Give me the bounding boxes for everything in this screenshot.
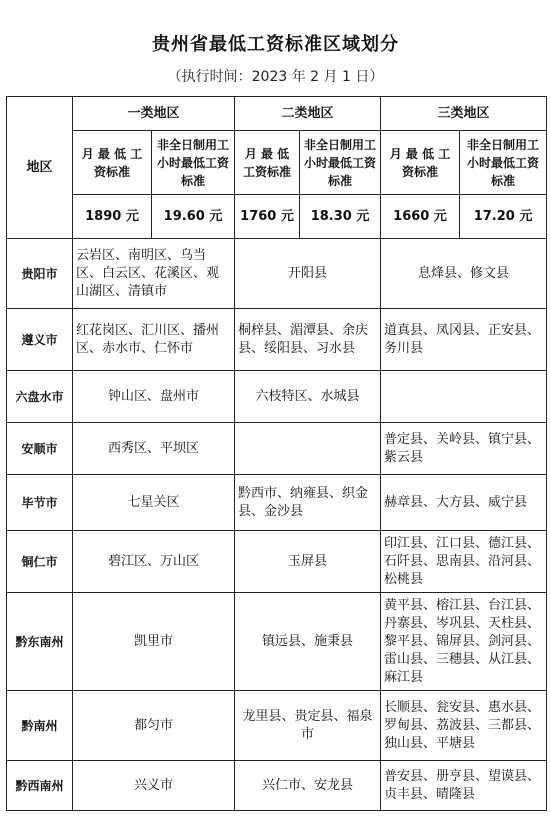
city-cell: 毕节市	[7, 475, 73, 531]
class3-monthly-label: 月 最 低 工资标准	[381, 131, 460, 195]
class1-areas: 凯里市	[73, 593, 235, 691]
class3-areas: 普安县、册亨县、望谟县、贞丰县、晴隆县	[381, 761, 547, 811]
class1-monthly-label: 月 最 低 工资标准	[73, 131, 152, 195]
class3-areas: 长顺县、瓮安县、惠水县、罗甸县、荔波县、三都县、独山县、平塘县	[381, 691, 547, 761]
class3-monthly-wage: 1660 元	[381, 195, 460, 239]
city-cell: 黔东南州	[7, 593, 73, 691]
city-cell: 贵阳市	[7, 239, 73, 309]
table-row	[7, 691, 547, 761]
class2-areas: 黔西市、纳雍县、织金县、金沙县	[235, 475, 381, 531]
class2-hourly-wage: 18.30 元	[300, 195, 381, 239]
table-row	[7, 371, 547, 423]
table-row	[7, 593, 547, 691]
region-header: 地区	[7, 97, 73, 239]
class2-areas: 兴仁市、安龙县	[235, 761, 381, 811]
table-row	[7, 761, 547, 811]
class1-monthly-wage: 1890 元	[73, 195, 152, 239]
city-cell: 遵义市	[7, 309, 73, 371]
class2-monthly-label: 月 最 低 工资标准	[235, 131, 300, 195]
class1-hourly-wage: 19.60 元	[152, 195, 235, 239]
effective-date: （执行时间：2023 年 2 月 1 日）	[167, 69, 384, 85]
class1-areas: 云岩区、南明区、乌当区、白云区、花溪区、观山湖区、清镇市	[73, 239, 235, 309]
table-row	[7, 423, 547, 475]
class3-areas: 印江县、江口县、德江县、石阡县、思南县、沿河县、松桃县	[381, 531, 547, 593]
table-row	[7, 531, 547, 593]
class1-areas: 兴义市	[73, 761, 235, 811]
class1-areas: 西秀区、平坝区	[73, 423, 235, 475]
table-row	[7, 475, 547, 531]
class3-areas	[381, 371, 547, 423]
class3-header: 三类地区	[381, 97, 547, 131]
class3-areas: 普定县、关岭县、镇宁县、紫云县	[381, 423, 547, 475]
page-title: 贵州省最低工资标准区域划分	[152, 34, 399, 55]
class2-areas: 桐梓县、湄潭县、余庆县、绥阳县、习水县	[235, 309, 381, 371]
city-cell: 黔南州	[7, 691, 73, 761]
city-cell: 黔西南州	[7, 761, 73, 811]
class3-hourly-wage: 17.20 元	[460, 195, 547, 239]
class2-areas	[235, 423, 381, 475]
class2-areas: 镇远县、施秉县	[235, 593, 381, 691]
class1-areas: 钟山区、盘州市	[73, 371, 235, 423]
class2-header: 二类地区	[235, 97, 381, 131]
class2-hourly-label: 非全日制用工小时最低工资标准	[300, 131, 381, 195]
table-row	[7, 239, 547, 309]
wage-table	[6, 96, 547, 811]
class3-areas: 道真县、凤冈县、正安县、务川县	[381, 309, 547, 371]
class1-areas: 红花岗区、汇川区、播州区、赤水市、仁怀市	[73, 309, 235, 371]
city-cell: 铜仁市	[7, 531, 73, 593]
class2-areas: 六枝特区、水城县	[235, 371, 381, 423]
class1-areas: 七星关区	[73, 475, 235, 531]
class2-areas: 龙里县、贵定县、福泉市	[235, 691, 381, 761]
class3-hourly-label: 非全日制用工小时最低工资标准	[460, 131, 547, 195]
class3-areas: 息烽县、修文县	[381, 239, 547, 309]
class3-areas: 黄平县、榕江县、台江县、丹寨县、岑巩县、天柱县、黎平县、锦屏县、剑河县、雷山县、三穗县、从江县、麻江县	[381, 593, 547, 691]
city-cell: 六盘水市	[7, 371, 73, 423]
class1-hourly-label: 非全日制用工小时最低工资标准	[152, 131, 235, 195]
table-row	[7, 309, 547, 371]
class3-areas: 赫章县、大方县、威宁县	[381, 475, 547, 531]
class1-areas: 碧江区、万山区	[73, 531, 235, 593]
class2-monthly-wage: 1760 元	[235, 195, 300, 239]
class2-areas: 开阳县	[235, 239, 381, 309]
class2-areas: 玉屏县	[235, 531, 381, 593]
city-cell: 安顺市	[7, 423, 73, 475]
class1-header: 一类地区	[73, 97, 235, 131]
class1-areas: 都匀市	[73, 691, 235, 761]
